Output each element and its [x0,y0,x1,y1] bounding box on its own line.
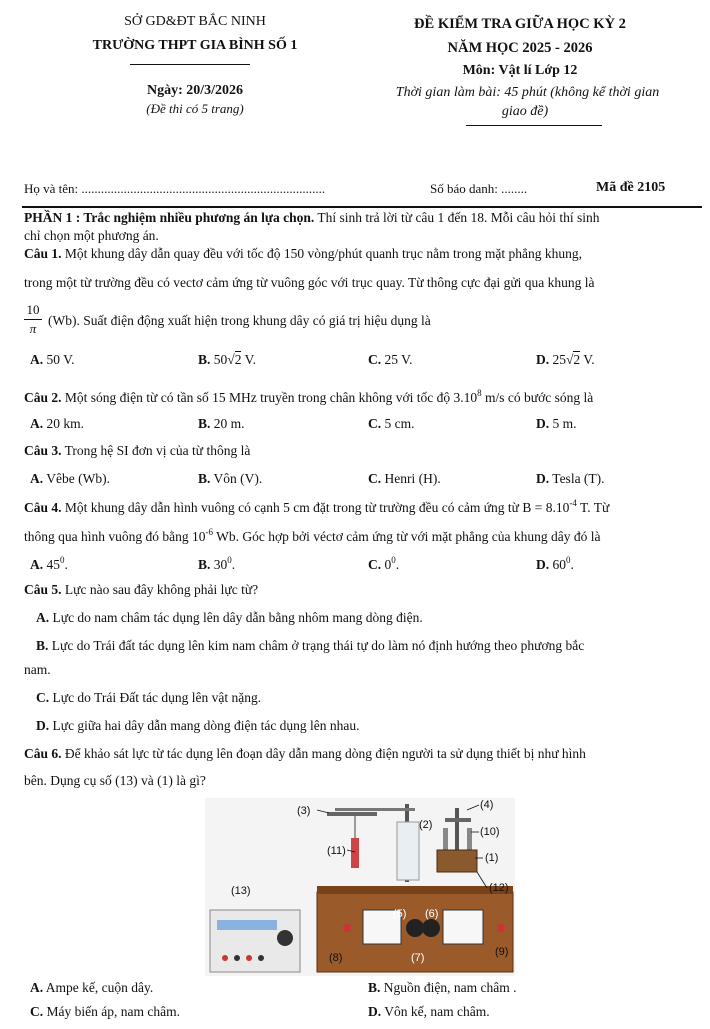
part1-intro [24,210,600,226]
fraction-numerator: 10 [26,302,40,317]
stand-arm [335,808,415,811]
header-divider-left [130,64,250,65]
q3-option-c[interactable]: C. Henri (H). [368,471,441,486]
part1-intro-line2: chỉ chọn một phương án. [24,228,159,243]
q2-label: Câu 2. [24,390,62,405]
q5-label: Câu 5. [24,582,62,597]
q5-option-b-cont: nam. [24,662,51,677]
student-name-field: Họ và tên: ........................................................................... [24,181,326,196]
balance-bar [327,812,377,816]
student-id-field: Số báo danh: ........ [430,181,528,196]
exam-date: Ngày: 20/3/2026 [146,83,244,98]
q5-option-c[interactable]: C. Lực do Trái Đất tác dụng lên vật nặng. [36,690,262,705]
knob-left [406,919,424,937]
meter-right [443,910,483,944]
fig-label-6: (6) [425,908,439,920]
q1-fraction [24,302,42,337]
q6-option-c[interactable]: C. Máy biến áp, nam châm. [30,1004,180,1019]
sqrt-icon: √ [566,352,574,367]
q6-option-a[interactable]: A. Ampe kế, cuộn dây. [30,980,154,995]
q2-option-b[interactable]: B. 20 m. [198,416,245,431]
magnet [437,850,477,872]
school-name: TRƯỜNG THPT GIA BÌNH SỐ 1 [92,38,298,53]
q6-line1: Câu 6. Để khảo sát lực từ tác dụng lên đoạn dây dẫn mang dòng điện người ta sử dụng thiết bị như hình [24,746,586,761]
subject-line: Môn: Vật lí Lớp 12 [462,63,578,78]
exam-title: ĐỀ KIỂM TRA GIỮA HỌC KỲ 2 [414,16,626,32]
fig-label-1: (1) [485,852,499,864]
fig-label-13: (13) [231,885,251,897]
q6-line2: bên. Dụng cụ số (13) và (1) là gì? [24,773,206,788]
q4-option-c[interactable]: C. $0^0$. [368,555,400,572]
spring-red [351,838,359,868]
apparatus-figure [205,798,515,976]
fig-label-3: (3) [297,805,311,817]
section-divider [22,206,702,208]
fig-label-9: (9) [495,946,509,958]
fig-label-4: (4) [480,799,494,811]
q1-text: Một khung dây dẫn quay đều với tốc độ 150 vòng/phút quanh trục nằm trong mặt phẳng khung, [61,246,582,261]
q4-label: Câu 4. [24,500,62,515]
fraction-denominator: π [29,321,37,336]
q1-label: Câu 1. [24,246,62,261]
q1-option-a[interactable]: A. 50 V. [30,352,75,367]
fig-label-7: (7) [411,952,425,964]
q1-option-d[interactable]: D. 25√2 V. [536,352,595,367]
exam-code: Mã đề 2105 [596,180,666,195]
q3-label: Câu 3. [24,443,62,458]
q5-option-b[interactable]: B. Lực do Trái đất tác dụng lên kim nam châm ở trạng thái tự do làm nó định hướng theo phương bắc [36,638,585,653]
q1-option-c[interactable]: C. 25 V. [368,352,413,367]
q3-option-d[interactable]: D. Tesla (T). [536,471,605,486]
part1-text: Thí sinh trả lời từ câu 1 đến 18. Mỗi câu hỏi thí sinh [314,210,600,225]
q5-option-a[interactable]: A. Lực do nam châm tác dụng lên dây dẫn bằng nhôm mang dòng điện. [36,610,423,625]
q3-option-a[interactable]: A. Vêbe (Wb). [30,471,110,486]
q6-option-b[interactable]: B. Nguồn điện, nam châm . [368,980,517,995]
q1-line2: trong một từ trường đều có vectơ cảm ứng từ vuông góc với trục quay. Từ thông cực đại gửi qua khung là [24,275,595,290]
q4-option-b[interactable]: B. $30^0$. [198,555,236,572]
q1-line3: (Wb). Suất điện động xuất hiện trong khung dây có giá trị hiệu dụng là [48,313,431,328]
time-limit-line1: Thời gian làm bài: 45 phút (không kể thời gian [395,85,660,100]
fraction-bar [24,319,42,320]
q6-label: Câu 6. [24,746,62,761]
header-divider-right [466,125,602,126]
school-year: NĂM HỌC 2025 - 2026 [447,40,593,56]
q4-line2: thông qua hình vuông đó bằng $10^{-6}$ Wb. Góc hợp bởi véctơ cảm ứng từ với mặt phẳng của khung dây đó là [24,527,601,544]
q1-option-b[interactable]: B. 50√2 V. [198,352,256,367]
q1-line1 [24,246,582,262]
fig-label-11: (11) [327,845,346,857]
page-count-note: (Đề thi có 5 trang) [146,101,244,116]
fig-label-5: (5) [393,908,407,920]
time-limit-line2: giao đề) [501,104,549,119]
fig-label-10: (10) [480,826,500,838]
q3-option-b[interactable]: B. Vôn (V). [198,471,263,486]
q5-line1: Câu 5. Lực nào sau đây không phải lực từ? [24,582,259,597]
sqrt-icon: √ [227,352,235,367]
q4-option-d[interactable]: D. $60^0$. [536,555,574,572]
part1-heading: PHẦN 1 : Trắc nghiệm nhiều phương án lựa chọn. [24,210,315,225]
fig-label-2: (2) [419,819,433,831]
department-name: SỞ GD&ĐT BẮC NINH [124,14,266,29]
fig-label-12: (12) [489,882,509,894]
glass-tube [397,822,419,880]
q2-option-d[interactable]: D. 5 m. [536,416,577,431]
q2-line1: Câu 2. Một sóng điện từ có tần số 15 MHz truyền trong chân không với tốc độ 3.10$^8$ m/s có bước sóng là [24,388,594,405]
knob-right [422,919,440,937]
fig-label-8: (8) [329,952,343,964]
q3-line1: Câu 3. Trong hệ SI đơn vị của từ thông là [24,443,251,458]
q2-option-a[interactable]: A. 20 km. [30,416,85,431]
q2-option-c[interactable]: C. 5 cm. [368,416,415,431]
q4-option-a[interactable]: A. $45^0$. [30,555,68,572]
q5-option-d[interactable]: D. Lực giữa hai dây dẫn mang dòng điện tác dụng lên nhau. [36,718,360,733]
q6-option-d[interactable]: D. Vôn kế, nam châm. [368,1004,490,1019]
q4-line1: Câu 4. Một khung dây dẫn hình vuông có cạnh 5 cm đặt trong từ trường đều có cảm ứng từ $B = 8.10^{-4}$ T. Từ [24,498,610,515]
